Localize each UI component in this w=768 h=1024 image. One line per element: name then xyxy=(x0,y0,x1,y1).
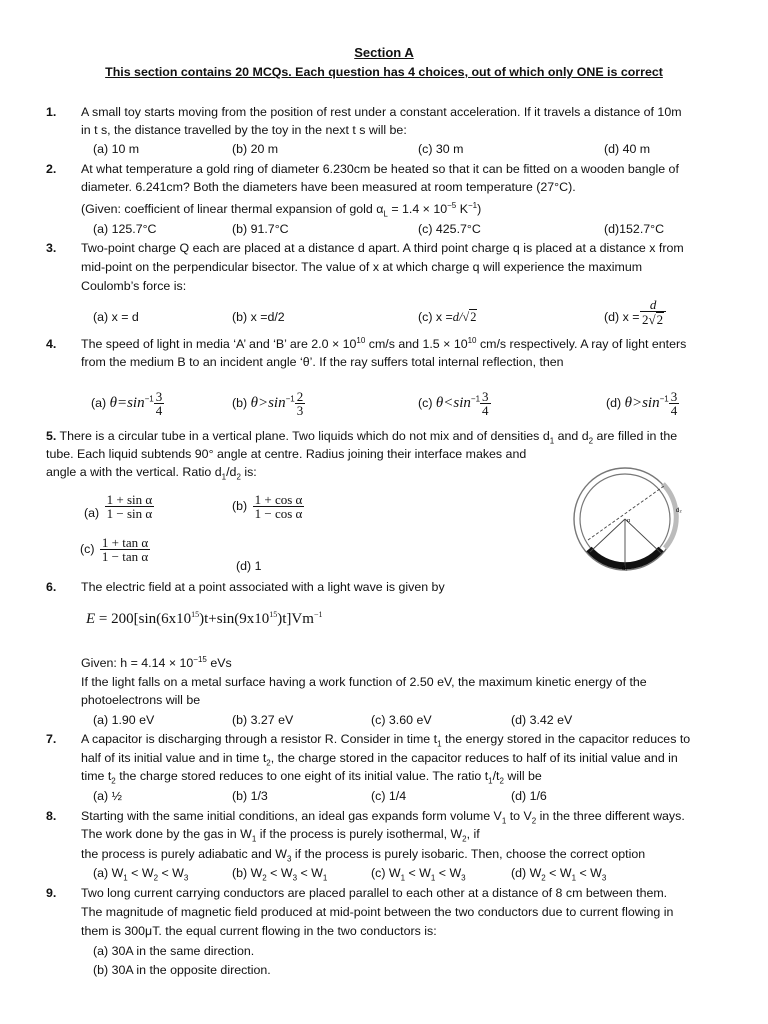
option-d: (d) 3.42 eV xyxy=(511,713,573,727)
question-text: mid-point on the perpendicular bisector. The value of x at which charge q will experience the maximum xyxy=(81,260,643,274)
question-number: 1. xyxy=(46,105,57,119)
option-b: (b) 1/3 xyxy=(232,789,268,803)
option-b: (b) 91.7°C xyxy=(232,222,289,236)
option-a: (a) 1.90 eV xyxy=(93,713,155,727)
figure-d2-label: d₂ xyxy=(676,508,682,514)
option-c: (c) $W_1 < W_1 < W_3$ xyxy=(371,866,466,883)
option-c: (c) $\theta<\sin^{-1}$ $\frac{3}{4}$ xyxy=(418,389,489,418)
option-c: (c) x =d/√2 xyxy=(418,310,477,324)
question-text: angle a with the vertical. Ratio $d_1/d_2$ is: xyxy=(46,465,257,482)
option-a: (a) x = d xyxy=(93,310,139,324)
question-text: the process is purely adiabatic and $W_3$ if the process is purely isobaric. Then, choose the correct option xyxy=(81,847,646,864)
option-d: (d) 40 m xyxy=(604,142,651,156)
option-d: (d) 1 xyxy=(236,559,262,573)
option-c: (c) 30 m xyxy=(418,142,464,156)
question-text: Two-point charge Q each are placed at a distance d apart. A third point charge q is placed at a distance x from xyxy=(81,241,684,255)
electric-field-equation: $E = 200[\sin(6x10^{15})t+\sin(9x10^{15})t]Vm^{-1}$ xyxy=(86,610,323,627)
option-b: (b) 3.27 eV xyxy=(232,713,294,727)
section-title: Section A xyxy=(354,45,414,60)
option-b: (b) 20 m xyxy=(232,142,279,156)
given-line: Given: $h = 4.14 \times 10^{-15}$ eVs xyxy=(81,654,232,670)
option-d: (d) $W_2 < W_1 < W_3$ xyxy=(511,866,607,883)
option-a: (a) $\frac{\text{1 + sin α}}{\text{1 − sin α}}$ xyxy=(84,492,153,521)
option-b: (b) $W_2 < W_3 < W_1$ xyxy=(232,866,328,883)
question-text: diameter. 6.241cm? Both the diameters have been measured at room temperature (27°C). xyxy=(81,180,576,194)
option-b: (b) $\theta>\sin^{-1}$ $\frac{2}{3}$ xyxy=(232,389,304,418)
question-text: The work done by the gas in $W_1$ if the process is purely isothermal, $W_2$, if xyxy=(81,827,480,844)
section-subtitle: This section contains 20 MCQs. Each question has 4 choices, out of which only ONE is correct xyxy=(105,65,663,79)
figure-d1-label: d₁ xyxy=(622,566,628,572)
question-text: The magnitude of magnetic field produced at mid-point between the two conductors due to current flowing in xyxy=(81,905,674,919)
question-text: The electric field at a point associated with a light wave is given by xyxy=(81,580,445,594)
option-d: (d) x = xyxy=(604,310,640,324)
option-a: (a) $W_1 < W_2 < W_3$ xyxy=(93,866,189,883)
option-c: (c) 425.7°C xyxy=(418,222,481,236)
option-a: (a) 10 m xyxy=(93,142,140,156)
option-a: (a) $\theta=\sin^{-1}$ $\frac{3}{4}$ xyxy=(91,389,163,418)
question-text: The speed of light in media ‘A’ and ‘B’ are $2.0 \times 10^{10}$ cm/s and $1.5 \times 10^{10}$ cm/s respectively. A ray of light enters xyxy=(81,335,687,351)
question-text: from the medium B to an incident angle ‘θ’. If the ray suffers total internal reflection, then xyxy=(81,355,564,369)
question-text: Two long current carrying conductors are placed parallel to each other at a distance of 8 cm between them. xyxy=(81,886,668,900)
question-number: 9. xyxy=(46,886,57,900)
question-text: If the light falls on a metal surface having a work function of 2.50 eV, the maximum kinetic energy of the xyxy=(81,675,647,689)
question-text: half of its initial value and in time $t_2$, the charge stored in the capacitor reduces to half of its initial value and in xyxy=(81,751,678,768)
option-b: (b) x =d/2 xyxy=(232,310,285,324)
figure-alpha-label: α xyxy=(627,518,631,524)
question-text: time $t_2$ the charge stored reduces to one eight of its initial value. The ratio $t_1/t_2$ will be xyxy=(81,769,542,786)
question-text: tube. Each liquid subtends 90° angle at centre. Radius joining their interface makes and xyxy=(46,447,527,461)
option-d: (d) 1/6 xyxy=(511,789,547,803)
question-number: 3. xyxy=(46,241,57,255)
question-text: 5. There is a circular tube in a vertical plane. Two liquids which do not mix and of densities $d_1$ and $d_2$ are filled in the xyxy=(46,429,678,446)
option-c: (c) 1/4 xyxy=(371,789,407,803)
option-c: (c) $\frac{\text{1 + tan α}}{\text{1 − tan α}}$ xyxy=(80,535,149,564)
option-d-fraction: $\frac{d}{2√2}$ xyxy=(640,298,666,326)
question-number: 7. xyxy=(46,732,57,746)
option-a: (a) 30A in the same direction. xyxy=(93,944,255,958)
option-d: (d) $\theta>\sin^{-1}$ $\frac{3}{4}$ xyxy=(606,389,678,418)
question-text: At what temperature a gold ring of diameter 6.230cm be heated so that it can be fitted on a wooden bangle of xyxy=(81,162,679,176)
question-text: A capacitor is discharging through a resistor R. Consider in time $t_1$ the energy stored in the capacitor reduces to xyxy=(81,732,691,749)
given-line: (Given: coefficient of linear thermal expansion of gold $\alpha_L = 1.4 \times 10^{-5}$ $K^{-1}$) xyxy=(81,200,482,219)
question-text: photoelectrons will be xyxy=(81,693,201,707)
question-text: A small toy starts moving from the position of rest under a constant acceleration. If it travels a distance of 10m xyxy=(81,105,682,119)
option-a: (a) 125.7°C xyxy=(93,222,157,236)
tube-figure xyxy=(568,464,698,576)
question-number: 2. xyxy=(46,162,57,176)
option-a: (a) ½ xyxy=(93,789,122,803)
option-d: (d)152.7°C xyxy=(604,222,665,236)
question-number: 4. xyxy=(46,337,57,351)
question-text: them is 300μT. the equal current flowing in the two conductors is: xyxy=(81,924,437,938)
question-text: in t s, the distance travelled by the toy in the next t s will be: xyxy=(81,123,407,137)
question-text: Starting with the same initial conditions, an ideal gas expands form volume $V_1$ to $V_2$ in the three different ways. xyxy=(81,809,685,826)
option-c: (c) 3.60 eV xyxy=(371,713,432,727)
option-b: (b) 30A in the opposite direction. xyxy=(93,963,271,977)
question-number: 8. xyxy=(46,809,57,823)
question-number: 6. xyxy=(46,580,57,594)
option-b: (b) $\frac{\text{1 + cos α}}{\text{1 − cos α}}$ xyxy=(232,492,303,521)
question-text: Coulomb’s force is: xyxy=(81,279,187,293)
